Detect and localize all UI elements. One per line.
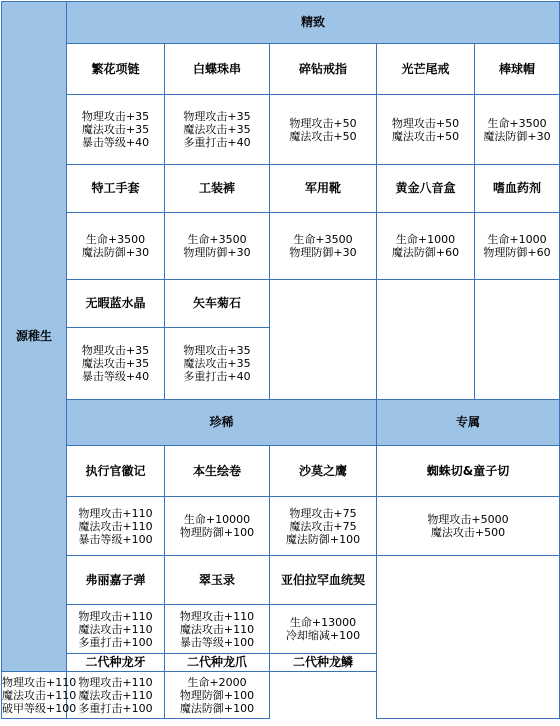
exclusive-item-name: 蜘蛛切&童子切 bbox=[377, 446, 560, 497]
item-name: 执行官徽记 bbox=[67, 446, 165, 497]
item-stats bbox=[165, 95, 270, 165]
item-name: 光芒尾戒 bbox=[377, 44, 475, 95]
item-stats bbox=[165, 605, 270, 654]
stat-line: 多重打击+40 bbox=[183, 136, 251, 149]
item-name: 亚伯拉罕血统契 bbox=[270, 556, 377, 605]
item-name: 沙莫之鹰 bbox=[270, 446, 377, 497]
item-name: 二代种龙鳞 bbox=[270, 654, 377, 672]
item-name: 弗丽嘉子弹 bbox=[67, 556, 165, 605]
stat-line: 物理防御+100 bbox=[179, 688, 255, 702]
stat-line: 多重打击+100 bbox=[78, 701, 153, 715]
stat-line: 物理攻击+50 bbox=[391, 116, 460, 130]
item-stats bbox=[67, 95, 165, 165]
stat-line: 生命+1000 bbox=[395, 233, 456, 246]
empty-cell bbox=[377, 556, 560, 719]
stat-line: 破甲等级+100 bbox=[2, 701, 77, 715]
stat-line: 魔法防御+100 bbox=[285, 532, 361, 546]
stat-line: 物理防御+60 bbox=[483, 246, 551, 259]
stat-line: 魔法攻击+35 bbox=[81, 357, 150, 370]
item-stats bbox=[67, 672, 165, 719]
item-name: 嗜血药剂 bbox=[475, 165, 560, 213]
stat-line: 物理攻击+35 bbox=[81, 344, 150, 357]
item-name: 无暇蓝水晶 bbox=[67, 280, 165, 328]
item-stats bbox=[377, 213, 475, 280]
stat-line: 物理攻击+75 bbox=[289, 506, 357, 520]
item-stats bbox=[165, 328, 270, 400]
item-name: 白蝶珠串 bbox=[165, 44, 270, 95]
stat-line: 多重打击+100 bbox=[78, 635, 153, 649]
item-name: 二代种龙爪 bbox=[165, 654, 270, 672]
stat-line: 魔法攻击+110 bbox=[78, 519, 153, 533]
stat-line: 物理攻击+110 bbox=[2, 675, 77, 689]
stat-line: 魔法防御+60 bbox=[391, 246, 460, 259]
stat-line: 魔法防御+30 bbox=[81, 246, 150, 259]
stat-line: 生命+1000 bbox=[487, 233, 547, 246]
item-stats bbox=[2, 672, 77, 719]
empty-cell bbox=[377, 280, 475, 400]
stat-line: 魔法攻击+500 bbox=[430, 526, 506, 539]
stat-line: 物理攻击+50 bbox=[289, 116, 357, 130]
stat-line: 暴击等级+100 bbox=[78, 532, 153, 546]
item-stats bbox=[67, 605, 165, 654]
item-stats bbox=[377, 95, 475, 165]
stat-line: 魔法攻击+75 bbox=[289, 519, 357, 533]
stat-line: 魔法攻击+110 bbox=[179, 622, 255, 636]
item-stats bbox=[270, 95, 377, 165]
item-name: 工装裤 bbox=[165, 165, 270, 213]
empty-cell bbox=[475, 280, 560, 400]
stat-line: 魔法攻击+110 bbox=[78, 622, 153, 636]
stat-line: 魔法防御+30 bbox=[483, 129, 551, 143]
stat-line: 魔法攻击+50 bbox=[391, 129, 460, 143]
item-name: 本生绘卷 bbox=[165, 446, 270, 497]
stat-line: 生命+3500 bbox=[293, 233, 353, 246]
item-stats bbox=[67, 213, 165, 280]
item-name: 二代种龙牙 bbox=[67, 654, 165, 672]
item-name: 矢车菊石 bbox=[165, 280, 270, 328]
item-stats bbox=[165, 497, 270, 556]
stat-line: 生命+3500 bbox=[487, 116, 547, 130]
item-name: 黄金八音盒 bbox=[377, 165, 475, 213]
item-name: 繁花项链 bbox=[67, 44, 165, 95]
item-stats bbox=[270, 497, 377, 556]
stat-line: 物理攻击+110 bbox=[78, 675, 153, 689]
item-stats bbox=[270, 605, 377, 654]
stat-line: 物理攻击+35 bbox=[183, 344, 251, 357]
item-stats bbox=[475, 213, 560, 280]
stat-line: 魔法攻击+110 bbox=[78, 688, 153, 702]
stat-line: 暴击等级+40 bbox=[81, 136, 150, 149]
item-stats bbox=[165, 672, 270, 719]
stat-line: 暴击等级+40 bbox=[81, 370, 150, 383]
section-header-exquisite: 精致 bbox=[67, 2, 560, 44]
item-name: 军用靴 bbox=[270, 165, 377, 213]
stat-line: 物理防御+100 bbox=[179, 526, 255, 539]
section-header-rare: 珍稀 bbox=[67, 400, 377, 446]
item-stats bbox=[67, 497, 165, 556]
item-stats bbox=[475, 95, 560, 165]
item-stats bbox=[165, 213, 270, 280]
exclusive-item-stats bbox=[377, 497, 560, 556]
item-name: 特工手套 bbox=[67, 165, 165, 213]
stat-line: 物理攻击+110 bbox=[78, 506, 153, 520]
stat-line: 物理攻击+35 bbox=[81, 110, 150, 123]
stat-line: 多重打击+40 bbox=[183, 370, 251, 383]
item-name: 翠玉录 bbox=[165, 556, 270, 605]
stat-line: 暴击等级+100 bbox=[179, 635, 255, 649]
empty-cell bbox=[270, 280, 377, 400]
stat-line: 物理防御+30 bbox=[289, 246, 357, 259]
stat-line: 生命+3500 bbox=[187, 233, 247, 246]
stat-line: 生命+3500 bbox=[85, 233, 146, 246]
stat-line: 物理攻击+5000 bbox=[427, 513, 509, 526]
stat-line: 魔法攻击+35 bbox=[183, 357, 251, 370]
stat-line: 魔法防御+100 bbox=[179, 701, 255, 715]
item-name: 棒球帽 bbox=[475, 44, 560, 95]
stat-line: 魔法攻击+50 bbox=[289, 129, 357, 143]
stat-line: 物理攻击+110 bbox=[179, 609, 255, 623]
stat-line: 魔法攻击+35 bbox=[81, 123, 150, 136]
item-name: 碎钻戒指 bbox=[270, 44, 377, 95]
stat-line: 物理攻击+35 bbox=[183, 110, 251, 123]
stat-line: 生命+10000 bbox=[183, 513, 251, 526]
stat-line: 物理攻击+110 bbox=[78, 609, 153, 623]
item-stats bbox=[270, 213, 377, 280]
stat-line: 冷却缩减+100 bbox=[285, 629, 361, 642]
item-stats bbox=[67, 328, 165, 400]
section-header-exclusive: 专属 bbox=[377, 400, 560, 446]
equipment-table bbox=[1, 1, 560, 719]
stat-line: 魔法攻击+110 bbox=[2, 688, 77, 702]
stat-line: 生命+2000 bbox=[187, 675, 247, 689]
owner-label: 源稚生 bbox=[2, 2, 67, 672]
stat-line: 魔法攻击+35 bbox=[183, 123, 251, 136]
stat-line: 生命+13000 bbox=[289, 616, 357, 629]
stat-line: 物理防御+30 bbox=[183, 246, 251, 259]
